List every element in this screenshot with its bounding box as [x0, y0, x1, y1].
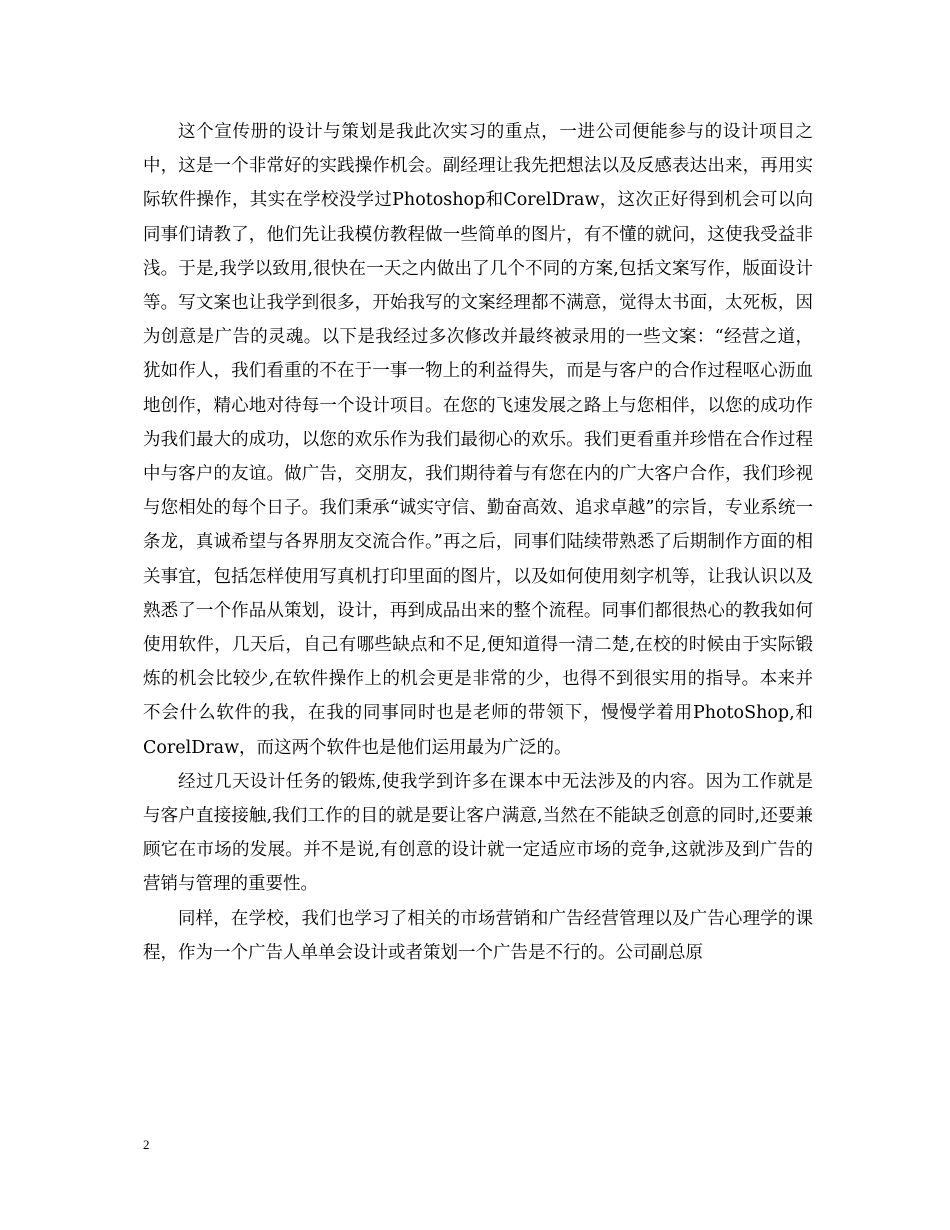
body-text — [143, 115, 813, 970]
paragraph-3: 同样，在学校，我们也学习了相关的市场营销和广告经营管理以及广告心理学的课程，作为一个广告人单单会设计或者策划一个广告是不行的。公司副总原 — [143, 908, 813, 963]
page-number: 2 — [143, 1137, 150, 1152]
paragraph-2: 经过几天设计任务的锻炼,使我学到许多在课本中无法涉及的内容。因为工作就是与客户直接接触,我们工作的目的就是要让客户满意,当然在不能缺乏创意的同时,还要兼顾它在市场的发展。并不是说,有创意的设计就一定适应市场的竞争,这就涉及到广告的营销与管理的重要性。 — [143, 771, 813, 895]
paragraph-1: 这个宣传册的设计与策划是我此次实习的重点，一进公司便能参与的设计项目之中，这是一个非常好的实践操作机会。副经理让我先把想法以及反感表达出来，再用实际软件操作，其实在学校没学过Photoshop和CorelDraw，这次正好得到机会可以向同事们请教了，他们先让我模仿教程做一些简单的图片，有不懂的就问，这使我受益非浅。于是,我学以致用,很快在一天之内做出了几个不同的方案,包括文案写作，版面设计等。写文案也让我学到很多，开始我写的文案经理都不满意，觉得太书面，太死板，因为创意是广告的灵魂。以下是我经过多次修改并最终被录用的一些文案：“经营之道，犹如作人，我们看重的不在于一事一物上的利益得失，而是与客户的合作过程呕心沥血地创作，精心地对待每一个设计项目。在您的飞速发展之路上与您相伴，以您的成功作为我们最大的成功，以您的欢乐作为我们最彻心的欢乐。我们更看重并珍惜在合作过程中与客户的友谊。做广告，交朋友，我们期待着与有您在内的广大客户合作，我们珍视与您相处的每个日子。我们秉承“诚实守信、勤奋高效、追求卓越”的宗旨，专业系统一条龙，真诚希望与各界朋友交流合作。”再之后，同事们陆续带熟悉了后期制作方面的相关事宜，包括怎样使用写真机打印里面的图片，以及如何使用刻字机等，让我认识以及熟悉了一个作品从策划，设计，再到成品出来的整个流程。同事们都很热心的教我如何使用软件，几天后，自己有哪些缺点和不足,便知道得一清二楚,在校的时候由于实际锻炼的机会比较少,在软件操作上的机会更是非常的少，也得不到很实用的指导。本来并不会什么软件的我，在我的同事同时也是老师的带领下，慢慢学着用PhotoShop,和CorelDraw，而这两个软件也是他们运用最为广泛的。 — [143, 122, 813, 758]
